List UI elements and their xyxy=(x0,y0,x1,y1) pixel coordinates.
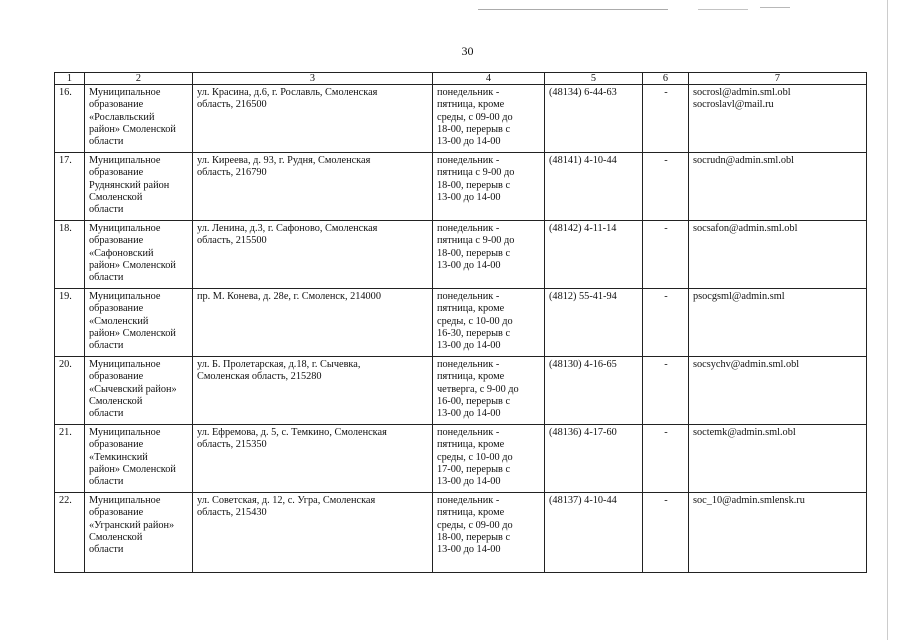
column-header: 4 xyxy=(433,73,545,85)
address-line: ул. Ленина, д.3, г. Сафоново, Смоленская xyxy=(197,223,378,234)
address-line: область, 216500 xyxy=(197,99,267,111)
organization-line: Муниципальное xyxy=(89,87,161,98)
organization-line: «Сычевский район» xyxy=(89,383,177,395)
column-header: 3 xyxy=(193,73,433,85)
column-6-cell: - xyxy=(643,289,689,357)
address-line: ул. Ефремова, д. 5, с. Темкино, Смоленская xyxy=(197,427,387,438)
address-cell xyxy=(193,425,433,493)
organization-line: области xyxy=(89,544,124,556)
column-6-cell: - xyxy=(643,493,689,573)
address-line: Смоленская область, 215280 xyxy=(197,371,322,383)
organization-line: «Рославльский xyxy=(89,111,155,123)
row-number-cell: 16. xyxy=(55,85,85,153)
hours-line: пятница, кроме xyxy=(437,303,505,315)
address-cell xyxy=(193,153,433,221)
organization-line: «Угранский район» xyxy=(89,519,175,531)
table-row xyxy=(55,153,867,221)
organization-line: области xyxy=(89,136,124,148)
scan-artifact-top xyxy=(478,9,668,10)
hours-line: 18-00, перерыв с xyxy=(437,247,511,259)
email-cell xyxy=(689,425,867,493)
hours-line: среды, с 10-00 до xyxy=(437,451,513,463)
address-cell xyxy=(193,85,433,153)
organization-cell xyxy=(85,153,193,221)
hours-cell xyxy=(433,221,545,289)
hours-line: среды, с 09-00 до xyxy=(437,111,513,123)
column-6-cell: - xyxy=(643,221,689,289)
column-header: 1 xyxy=(55,73,85,85)
organization-line: области xyxy=(89,204,124,216)
organization-line: Муниципальное xyxy=(89,427,161,438)
column-6-cell: - xyxy=(643,357,689,425)
hours-line: 16-30, перерыв с xyxy=(437,327,511,339)
address-line: ул. Советская, д. 12, с. Угра, Смоленская xyxy=(197,495,376,506)
organization-line: Смоленской xyxy=(89,191,143,203)
hours-line: 18-00, перерыв с xyxy=(437,123,511,135)
hours-line: понедельник - xyxy=(437,291,500,302)
email-line: socsafon@admin.sml.obl xyxy=(693,223,798,234)
hours-line: 13-00 до 14-00 xyxy=(437,259,501,271)
hours-line: 13-00 до 14-00 xyxy=(437,136,501,148)
organization-line: «Темкинский xyxy=(89,451,148,463)
hours-line: пятница, кроме xyxy=(437,99,505,111)
row-number-cell: 18. xyxy=(55,221,85,289)
organization-line: Муниципальное xyxy=(89,155,161,166)
organization-cell xyxy=(85,85,193,153)
organization-line: области xyxy=(89,408,124,420)
hours-line: 13-00 до 14-00 xyxy=(437,544,501,556)
hours-line: понедельник - xyxy=(437,155,500,166)
email-cell xyxy=(689,153,867,221)
organization-line: район» Смоленской xyxy=(89,327,176,339)
address-line: пр. М. Конева, д. 28е, г. Смоленск, 214000 xyxy=(197,291,381,302)
organization-line: Смоленской xyxy=(89,531,143,543)
organization-line: образование xyxy=(89,303,144,315)
phone-cell: (4812) 55-41-94 xyxy=(545,289,643,357)
hours-cell xyxy=(433,425,545,493)
table-row xyxy=(55,289,867,357)
organization-line: образование xyxy=(89,99,144,111)
table-row xyxy=(55,221,867,289)
hours-line: пятница с 9-00 до xyxy=(437,235,515,247)
email-line: socroslavl@mail.ru xyxy=(693,99,774,111)
hours-line: 13-00 до 14-00 xyxy=(437,340,501,352)
email-cell xyxy=(689,85,867,153)
phone-cell: (48134) 6-44-63 xyxy=(545,85,643,153)
email-cell xyxy=(689,493,867,573)
hours-line: пятница, кроме xyxy=(437,439,505,451)
hours-line: 13-00 до 14-00 xyxy=(437,408,501,420)
address-cell xyxy=(193,221,433,289)
organization-line: образование xyxy=(89,235,144,247)
organization-line: Муниципальное xyxy=(89,223,161,234)
address-line: область, 215500 xyxy=(197,235,267,247)
address-line: ул. Б. Пролетарская, д.18, г. Сычевка, xyxy=(197,359,361,370)
hours-line: понедельник - xyxy=(437,359,500,370)
hours-line: понедельник - xyxy=(437,495,500,506)
hours-cell xyxy=(433,289,545,357)
column-header: 5 xyxy=(545,73,643,85)
row-number-cell: 21. xyxy=(55,425,85,493)
organization-line: «Сафоновский xyxy=(89,247,154,259)
column-6-cell: - xyxy=(643,85,689,153)
table-row xyxy=(55,493,867,573)
address-cell xyxy=(193,289,433,357)
hours-line: 18-00, перерыв с xyxy=(437,531,511,543)
organization-line: образование xyxy=(89,371,144,383)
scan-artifact-top xyxy=(698,9,748,10)
organization-line: образование xyxy=(89,439,144,451)
hours-line: четверга, с 9-00 до xyxy=(437,383,519,395)
address-line: область, 215430 xyxy=(197,507,267,519)
column-header: 7 xyxy=(689,73,867,85)
organization-line: район» Смоленской xyxy=(89,123,176,135)
hours-line: 18-00, перерыв с xyxy=(437,179,511,191)
organization-line: области xyxy=(89,272,124,284)
organization-cell xyxy=(85,357,193,425)
hours-cell xyxy=(433,357,545,425)
hours-cell xyxy=(433,85,545,153)
hours-line: 13-00 до 14-00 xyxy=(437,191,501,203)
phone-cell: (48137) 4-10-44 xyxy=(545,493,643,573)
address-line: ул. Киреева, д. 93, г. Рудня, Смоленская xyxy=(197,155,371,166)
table-header-row xyxy=(55,73,867,85)
organization-line: образование xyxy=(89,167,144,179)
email-cell xyxy=(689,289,867,357)
address-cell xyxy=(193,493,433,573)
organization-line: области xyxy=(89,340,124,352)
address-line: область, 215350 xyxy=(197,439,267,451)
phone-cell: (48136) 4-17-60 xyxy=(545,425,643,493)
column-6-cell: - xyxy=(643,425,689,493)
scan-artifact-top xyxy=(760,7,790,8)
column-header: 2 xyxy=(85,73,193,85)
address-line: область, 216790 xyxy=(197,167,267,179)
hours-cell xyxy=(433,153,545,221)
row-number-cell: 17. xyxy=(55,153,85,221)
column-6-cell: - xyxy=(643,153,689,221)
table-row xyxy=(55,425,867,493)
organization-line: образование xyxy=(89,507,144,519)
address-cell xyxy=(193,357,433,425)
organization-cell xyxy=(85,289,193,357)
column-header: 6 xyxy=(643,73,689,85)
organization-cell xyxy=(85,425,193,493)
hours-line: пятница, кроме xyxy=(437,507,505,519)
table-row xyxy=(55,85,867,153)
hours-line: среды, с 09-00 до xyxy=(437,519,513,531)
organization-line: Смоленской xyxy=(89,395,143,407)
email-cell xyxy=(689,357,867,425)
email-line: socrudn@admin.sml.obl xyxy=(693,155,795,166)
table-row xyxy=(55,357,867,425)
phone-cell: (48141) 4-10-44 xyxy=(545,153,643,221)
email-cell xyxy=(689,221,867,289)
organization-line: Муниципальное xyxy=(89,495,161,506)
hours-cell xyxy=(433,493,545,573)
hours-line: пятница, кроме xyxy=(437,371,505,383)
hours-line: среды, с 10-00 до xyxy=(437,315,513,327)
email-line: psocgsml@admin.sml xyxy=(693,291,785,302)
organization-line: район» Смоленской xyxy=(89,463,176,475)
hours-line: понедельник - xyxy=(437,87,500,98)
hours-line: 13-00 до 14-00 xyxy=(437,476,501,488)
hours-line: 17-00, перерыв с xyxy=(437,463,511,475)
organization-line: «Смоленский xyxy=(89,315,149,327)
hours-line: понедельник - xyxy=(437,223,500,234)
hours-line: 16-00, перерыв с xyxy=(437,395,511,407)
hours-line: понедельник - xyxy=(437,427,500,438)
email-line: socrosl@admin.sml.obl xyxy=(693,87,791,98)
organization-line: район» Смоленской xyxy=(89,259,176,271)
page-number: 30 xyxy=(461,44,474,58)
email-line: socsychv@admin.sml.obl xyxy=(693,359,800,370)
contacts-table xyxy=(54,72,867,573)
organization-line: Муниципальное xyxy=(89,359,161,370)
scan-artifact-edge xyxy=(887,0,888,640)
hours-line: пятница с 9-00 до xyxy=(437,167,515,179)
organization-cell xyxy=(85,493,193,573)
address-line: ул. Красина, д.6, г. Рославль, Смоленская xyxy=(197,87,378,98)
phone-cell: (48142) 4-11-14 xyxy=(545,221,643,289)
organization-cell xyxy=(85,221,193,289)
organization-line: области xyxy=(89,476,124,488)
row-number-cell: 19. xyxy=(55,289,85,357)
row-number-cell: 22. xyxy=(55,493,85,573)
organization-line: Муниципальное xyxy=(89,291,161,302)
row-number-cell: 20. xyxy=(55,357,85,425)
phone-cell: (48130) 4-16-65 xyxy=(545,357,643,425)
organization-line: Руднянский район xyxy=(89,179,170,191)
email-line: soc_10@admin.smlensk.ru xyxy=(693,495,805,506)
email-line: soctemk@admin.sml.obl xyxy=(693,427,796,438)
